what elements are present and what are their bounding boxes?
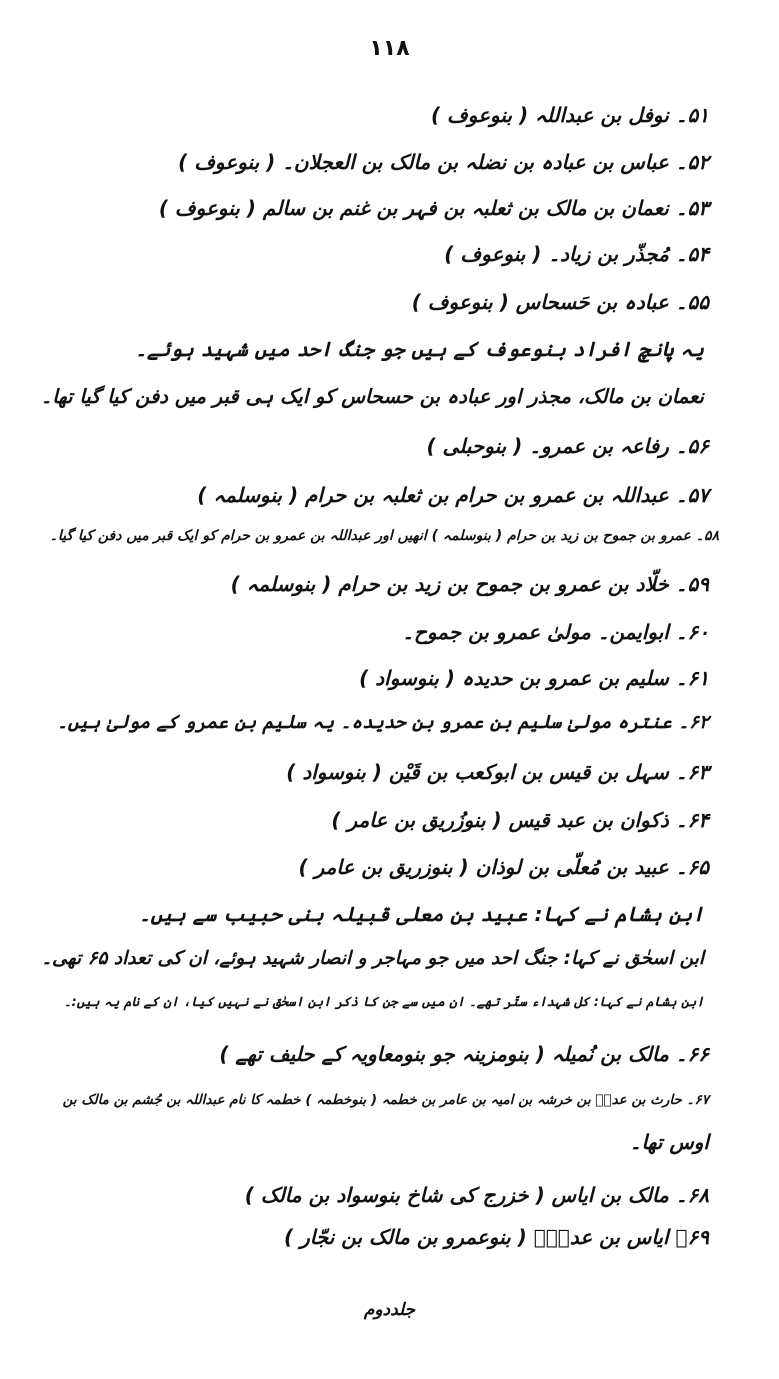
text-line: ۶۶۔ مالک بن نُمیلہ ( بنومزینہ جو بنومعاویہ کے حلیف تھے ) (219, 1042, 709, 1066)
text-line: ۵۹۔ خلّاد بن عمرو بن جموح بن زید بن حرام ( بنوسلمہ ) (230, 572, 709, 596)
text-line: ۶۵۔ عبید بن مُعلّی بن لوذان ( بنوزریق بن عامر ) (298, 855, 709, 879)
text-line: ۶۳۔ سہل بن قیس بن ابوکعب بن قَیْن ( بنوسواد ) (286, 760, 709, 784)
text-line: ۶۲۔ عنترہ مولیٰ سلیم بن عمرو بن حدیدہ۔ یہ سلیم بن عمرو کے مولیٰ ہیں۔ (56, 712, 709, 733)
text-line: نعمان بن مالک، مجذر اور عبادہ بن حسحاس کو ایک ہی قبر میں دفن کیا گیا تھا۔ (40, 385, 704, 408)
text-line: ابن اسحٰق نے کہا: جنگ احد میں جو مہاجر و انصار شہید ہوئے، ان کی تعداد ۶۵ تھی۔ (41, 948, 704, 969)
text-line: ۶۷۔ حارث بن عدیؔ بن خرشہ بن امیہ بن عامر بن خطمہ ( بنوخطمہ ) خطمہ کا نام عبداللہ بن جُشم بن مالک بن (62, 1092, 709, 1108)
text-line: ۶۸۔ مالک بن ایاس ( خزرج کی شاخ بنوسواد بن مالک ) (244, 1183, 709, 1207)
text-line: ۵۲۔ عباس بن عبادہ بن نضلہ بن مالک بن العجلان۔ ( بنوعوف ) (178, 150, 709, 174)
page-number: ۱۱۸ (369, 36, 410, 61)
text-line: ۶۱۔ سلیم بن عمرو بن حدیدہ ( بنوسواد ) (359, 666, 709, 690)
text-line: ۵۶۔ رفاعہ بن عمرو۔ ( بنوحبلی ) (426, 434, 709, 458)
text-line: ابن ہشام نے کہا: عبید بن معلی قبیلہ بنی حبیب سے ہیں۔ (138, 902, 704, 926)
text-line: ۵۳۔ نعمان بن مالک بن ثعلبہ بن فہر بن غنم بن سالم ( بنوعوف ) (158, 196, 709, 220)
text-line: ۵۱۔ نوفل بن عبداللہ ( بنوعوف ) (430, 103, 709, 127)
text-line: ۶۰۔ ابوایمن۔ مولیٰ عمرو بن جموح۔ (402, 620, 709, 644)
text-line: اوس تھا۔ (629, 1130, 709, 1154)
text-line: ۵۵۔ عبادہ بن حَسحاس ( بنوعوف ) (411, 290, 709, 314)
text-line: ابن ہشام نے کہا: کل شہداء ستّر تھے۔ ان میں سے جن کا ذکر ابن اسحٰق نے نہیں کیا، ان کے نام یہ ہیں:۔ (63, 995, 704, 1010)
text-line: یہ پانچ افراد بنوعوف کے ہیں جو جنگ احد میں شہید ہوئے۔ (135, 337, 704, 361)
text-line: ۶۴۔ ذکوان بن عبد قیس ( بنوزُریق بن عامر ) (331, 808, 709, 832)
text-line: ۶۹۔ ایاس بن عدیؔ۔ ( بنوعمرو بن مالک بن نجّار ) (284, 1225, 709, 1249)
footer-volume-label: جلددوم (363, 1300, 416, 1320)
text-line: ۵۴۔ مُجذّر بن زیاد۔ ( بنوعوف ) (444, 242, 709, 266)
text-line: ۵۷۔ عبداللہ بن عمرو بن حرام بن ثعلبہ بن حرام ( بنوسلمہ ) (197, 483, 709, 507)
text-line: ۵۸۔ عمرو بن جموح بن زید بن حرام ( بنوسلمہ ) انھیں اور عبداللہ بن عمرو بن حرام کو ایک قبر میں دفن کیا گیا۔ (49, 528, 719, 544)
